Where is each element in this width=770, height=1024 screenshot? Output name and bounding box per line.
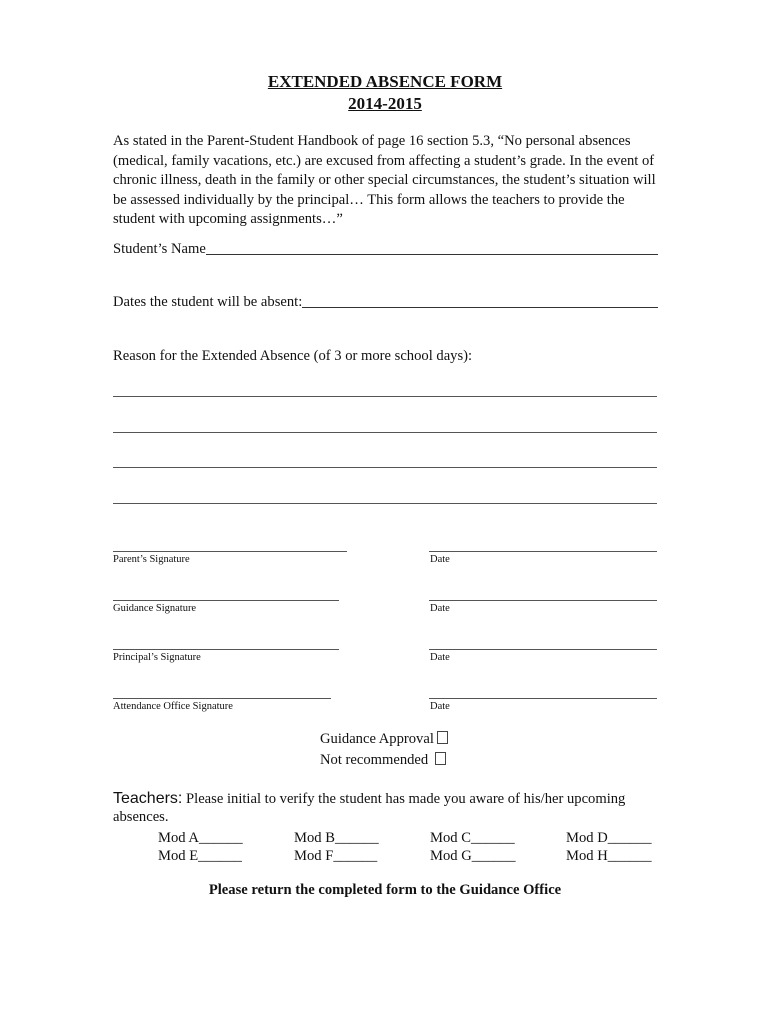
reason-label-row: [113, 348, 658, 365]
return-instructions: Please return the completed form to the Guidance Office: [208, 882, 562, 898]
form-year: 2014-2015: [348, 94, 422, 113]
mod-h-initial[interactable]: Mod H______: [566, 848, 652, 864]
attendance-signature-label: Attendance Office Signature: [113, 701, 233, 712]
teachers-text: Please initial to verify the student has made you aware of his/her upcoming absences.: [113, 791, 626, 825]
student-name-field[interactable]: [113, 241, 658, 258]
principal-date-label: Date: [430, 652, 450, 663]
teachers-lead: Teachers:: [113, 790, 183, 807]
parent-signature-label: Parent’s Signature: [113, 554, 190, 565]
dates-absent-line[interactable]: [302, 306, 658, 308]
principal-signature-label: Principal’s Signature: [113, 652, 201, 663]
principal-date-line[interactable]: [429, 649, 657, 650]
guidance-signature-line[interactable]: [113, 600, 339, 601]
mod-g-initial[interactable]: Mod G______: [430, 848, 516, 864]
attendance-signature-line[interactable]: [113, 698, 331, 699]
reason-label: Reason for the Extended Absence (of 3 or more school days):: [113, 348, 473, 364]
guidance-approval-label: Guidance Approval: [320, 731, 434, 747]
reason-line-1[interactable]: [113, 396, 657, 397]
mod-b-initial[interactable]: Mod B______: [294, 830, 379, 846]
student-name-label: Student’s Name: [113, 241, 206, 257]
mod-f-initial[interactable]: Mod F______: [294, 848, 378, 864]
mod-e-initial[interactable]: Mod E______: [158, 848, 242, 864]
student-name-line[interactable]: [206, 253, 658, 255]
not-recommended-checkbox[interactable]: [435, 752, 446, 765]
parent-signature-line[interactable]: [113, 551, 347, 552]
attendance-date-label: Date: [430, 701, 450, 712]
reason-line-2[interactable]: [113, 432, 657, 433]
not-recommended-option[interactable]: [320, 752, 446, 769]
parent-date-line[interactable]: [429, 551, 657, 552]
guidance-date-label: Date: [430, 603, 450, 614]
guidance-date-line[interactable]: [429, 600, 657, 601]
mod-d-initial[interactable]: Mod D______: [566, 830, 652, 846]
guidance-signature-label: Guidance Signature: [113, 603, 197, 614]
principal-signature-line[interactable]: [113, 649, 339, 650]
mod-a-initial[interactable]: Mod A______: [158, 830, 243, 846]
dates-absent-field[interactable]: [113, 294, 658, 311]
parent-date-label: Date: [430, 554, 450, 565]
guidance-approval-option[interactable]: [320, 731, 448, 748]
reason-line-4[interactable]: [113, 503, 657, 504]
teachers-instructions: [113, 790, 661, 826]
reason-line-3[interactable]: [113, 467, 657, 468]
intro-paragraph: As stated in the Parent-Student Handbook of page 16 section 5.3, “No personal absences (medical, family vacations, etc.) are excused from affecting a student’s grade. In the event of chronic illness, death in the family or other special circumstances, the student’s situation will be assessed individually by the principal… This form allows the teachers to provide the student with upcoming assignments…”: [113, 133, 656, 227]
guidance-approval-checkbox[interactable]: [437, 731, 448, 744]
not-recommended-label: Not recommended: [320, 752, 429, 768]
dates-absent-label: Dates the student will be absent:: [113, 294, 303, 310]
mod-c-initial[interactable]: Mod C______: [430, 830, 515, 846]
attendance-date-line[interactable]: [429, 698, 657, 699]
form-title: EXTENDED ABSENCE FORM: [267, 72, 503, 91]
